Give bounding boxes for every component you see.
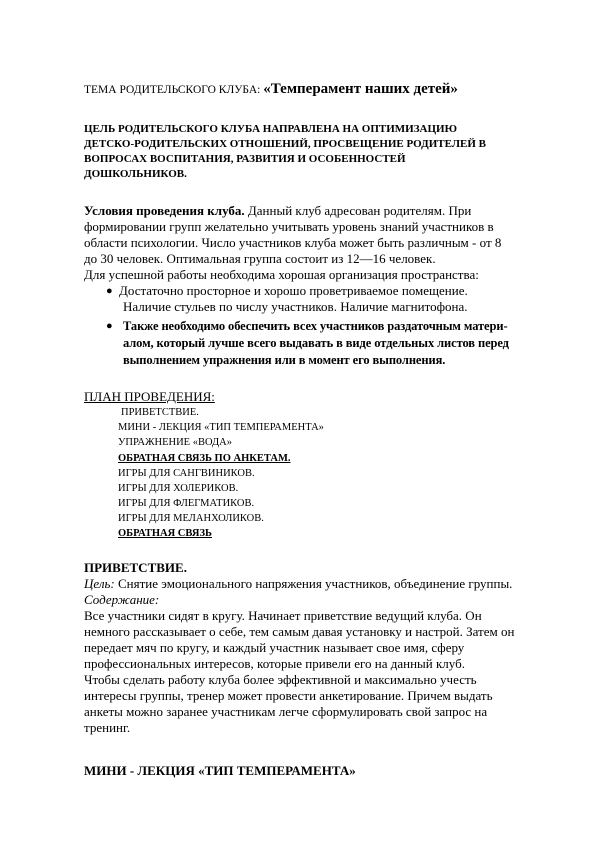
plan-heading: ПЛАН ПРОВЕДЕНИЯ: <box>84 389 215 404</box>
greeting-goal-label: Цель: <box>84 576 115 591</box>
greeting-line-1: Все участники сидят в кругу. Начинает приветствие ведущий клуба. Он <box>84 608 482 623</box>
conditions-first-text: Данный клуб адресован родителям. При <box>244 203 472 218</box>
bullet2-line-2: алом, который лучше всего выдавать в виде отдельных листов перед <box>123 336 509 350</box>
conditions-line-5: Для успешной работы необходима хорошая организация пространства: <box>84 267 479 282</box>
goal-line-1: ЦЕЛЬ РОДИТЕЛЬСКОГО КЛУБА НАПРАВЛЕНА НА ОПТИМИЗАЦИЮ <box>84 123 457 135</box>
topic-line <box>84 81 458 98</box>
plan-item: ОБРАТНАЯ СВЯЗЬ <box>118 528 212 539</box>
conditions-line-1 <box>84 203 471 219</box>
plan-item: ОБРАТНАЯ СВЯЗЬ ПО АНКЕТАМ. <box>118 453 291 464</box>
bullet-icon: ● <box>106 320 113 332</box>
greeting-line-6: интересы группы, тренер может провести анкетирование. Причем выдать <box>84 688 493 703</box>
plan-item: МИНИ - ЛЕКЦИЯ «ТИП ТЕМПЕРАМЕНТА» <box>118 422 324 433</box>
greeting-line-8: тренинг. <box>84 720 131 735</box>
greeting-line-4: профессиональных интересов, которые привели его на данный клуб. <box>84 656 465 671</box>
greeting-line-5: Чтобы сделать работу клуба более эффективной и максимально учесть <box>84 672 477 687</box>
bullet1-line-1: Достаточно просторное и хорошо проветриваемое помещение. <box>119 283 468 298</box>
greeting-content-label: Содержание: <box>84 592 160 607</box>
greeting-goal-line <box>84 576 512 592</box>
plan-item: ИГРЫ ДЛЯ ХОЛЕРИКОВ. <box>118 483 239 494</box>
greeting-line-7: анкеты можно заранее участникам легче сформулировать свой запрос на <box>84 704 488 719</box>
plan-item: ПРИВЕТСТВИЕ. <box>121 407 199 418</box>
conditions-line-3: области психологии. Число участников клуба может быть различным - от 8 <box>84 235 502 250</box>
plan-item: ИГРЫ ДЛЯ САНГВИНИКОВ. <box>118 468 255 479</box>
conditions-line-4: до 30 человек. Оптимальная группа состоит из 12—16 человек. <box>84 251 436 266</box>
goal-line-3: ВОПРОСАХ ВОСПИТАНИЯ, РАЗВИТИЯ И ОСОБЕННОСТЕЙ <box>84 153 406 165</box>
goal-line-4: ДОШКОЛЬНИКОВ. <box>84 168 187 180</box>
plan-item: ИГРЫ ДЛЯ МЕЛАНХОЛИКОВ. <box>118 513 264 524</box>
greeting-line-2: немного рассказывает о себе, тем самым давая установку и настрой. Затем он <box>84 624 515 639</box>
plan-item: УПРАЖНЕНИЕ «ВОДА» <box>118 437 233 448</box>
topic-prefix: ТЕМА РОДИТЕЛЬСКОГО КЛУБА: <box>84 84 264 96</box>
conditions-label: Условия проведения клуба. <box>84 203 245 218</box>
plan-item: ИГРЫ ДЛЯ ФЛЕГМАТИКОВ. <box>118 498 255 509</box>
bullet2-line-1: Также необходимо обеспечить всех участников раздаточным матери- <box>123 319 508 333</box>
bullet-icon: ● <box>106 285 113 297</box>
greeting-heading: ПРИВЕТСТВИЕ. <box>84 560 187 575</box>
goal-line-2: ДЕТСКО-РОДИТЕЛЬСКИХ ОТНОШЕНИЙ, ПРОСВЕЩЕНИЕ РОДИТЕЛЕЙ В <box>84 138 487 150</box>
greeting-line-3: передает мяч по кругу, и каждый участник называет свое имя, сферу <box>84 640 465 655</box>
conditions-line-2: формировании групп желательно учитывать уровень знаний участников в <box>84 219 494 234</box>
greeting-goal-text: Снятие эмоционального напряжения участников, объединение группы. <box>114 576 513 591</box>
topic-title: «Темперамент наших детей» <box>263 81 458 97</box>
lecture-heading: МИНИ - ЛЕКЦИЯ «ТИП ТЕМПЕРАМЕНТА» <box>84 763 356 778</box>
bullet2-line-3: выполнением упражнения или в момент его выполнения. <box>123 353 446 367</box>
bullet1-line-2: Наличие стульев по числу участников. Наличие магнитофона. <box>123 299 468 314</box>
